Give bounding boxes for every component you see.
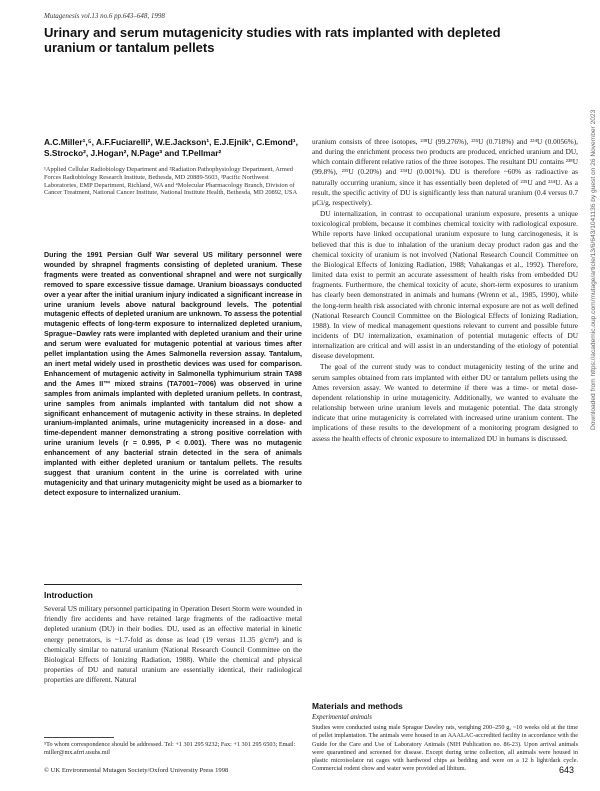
article-title: Urinary and serum mutagenicity studies with rats implanted with depleted uranium or tantalum pellets [44,25,501,55]
methods-subheading: Experimental animals [312,714,372,721]
introduction-heading: Introduction [44,590,93,600]
right-column-body [312,137,578,444]
footnote-divider [44,737,114,738]
journal-citation: Mutagenesis vol.13 no.6 pp.643–648, 1998 [44,12,165,20]
download-notice[interactable]: Downloaded from https://academic.oup.com/mutage/article/13/6/643/1041136 by guest on 26 November 2023 [590,109,597,430]
methods-text: Studies were conducted using male Sprague Dawley rats, weighing 200–250 g, ~10 weeks old at the time of pellet implantation. The animals were housed in an AAALAC-accredited facility in accordance with the Guide for the Care and Use of Laboratory Animals (NIH Publication no. 86-23). Upon arrival animals were quarantined and screened for disease. Except during urine collection, all animals were housed in plastic microisolator rat cages with hardwood chips as bedding and were on a 12 h light/dark cycle. Commercial rodent chow and water were provided ad libitum. [312,724,578,773]
copyright-line: © UK Environmental Mutagen Society/Oxford University Press 1998 [44,767,229,774]
abstract-divider [44,584,302,585]
paragraph-isotopes: uranium consists of three isotopes, ²³⁸U (99.276%), ²³⁵U (0.718%) and ²³⁴U (0.0056%), and during the enrichment process two products are produced, enriched uranium and DU, which contain different relative ratios of the three isotopes. The resultant DU contains ²³⁸U (99.8%), ²³⁵U (0.20%) and ²³⁴U (0.001%). DU is therefore ~60% as radioactive as naturally occurring uranium, since it has essentially been depleted of ²³⁵U and ²³⁴U. As a result, the specific activity of DU is significantly less than natural uranium (0.4 versus 0.7 µCi/g, respectively). [312,137,578,207]
correspondence-footnote: ⁵To whom correspondence should be addressed. Tel: +1 301 295 9232; Fax: +1 301 295 6503; Email: miller@mx.afrri.usuhs.mil [44,741,296,756]
paragraph-du-internalization: DU internalization, in contrast to occupational uranium exposure, presents a unique toxicological problem, because it combines chemical toxicity with radiological exposure. While reports have linked occupational uranium exposure to lung carcinogenesis, it is believed that this is due to inhalation of the uranium decay product radon gas and the chemical toxicity of uranium is not involved (National Research Council Committee on the Biological Effects of Ionizing Radiation, 1988; Vahakangas et al., 1992). Therefore, limited data exist to permit an accurate assessment of health risks from embedded DU fragments. Furthermore, the chemical toxicity of acute, short-term exposures to uranium has clearly been demonstrated in animals and humans (Wrenn et al., 1985, 1990), while the long-term health risk associated with chronic internal exposure are not as well defined (National Research Council Committee on the Biological Effects of Ionizing Radiation, 1988). In view of medical management questions relevant to current and possible future incidents of DU internalization, examination of potential mutagenic effects of DU internalization are critical and will assist in an understanding of the etiology of potential disease development. [312,209,578,361]
author-list: A.C.Miller¹,⁵, A.F.Fuciarelli², W.E.Jackson¹, E.J.Ejnik¹, C.Emond¹, S.Strocko², J.Hogan², N.Page³ and T.Pellmar² [44,137,298,158]
methods-heading: Materials and methods [312,701,403,711]
paragraph-study-goal: The goal of the current study was to conduct mutagenicity testing of the urine and serum samples obtained from rats implanted with either DU or tantalum pellets using the Ames reversion assay. We wanted to determine if there was a time- or metal dose-dependent relationship in urine mutagenicity. Additionally, we wanted to evaluate the relationship between urine uranium levels and mutagenic potential. The data strongly indicate that urine mutagenicity is correlated with increased urine uranium content. The implications of these results to the development of a monitoring program designed to assess the health effects of chronic exposure to internalized DU in humans is discussed. [312,362,578,443]
affiliations: ¹Applied Cellular Radiobiology Department and ²Radiation Pathophysiology Department, Armed Forces Radiobiology Research Institute, Bethesda, MD 20889-5603, ³Pacific Northwest Laboratories, EMP Department, Richland, WA and ⁴Molecular Pharmacology Branch, Division of Cancer Treatment, National Cancer Institute, National Institute Health, Bethesda, MD 20892, USA [44,166,298,197]
page-number: 643 [559,765,575,775]
abstract: During the 1991 Persian Gulf War several US military personnel were wounded by shrapnel fragments consisting of depleted uranium. These fragments were treated as conventional shrapnel and were not surgically removed to spare excessive tissue damage. Uranium bioassays conducted over a year after the initial uranium injury indicated a significant increase in urine uranium levels above natural background levels. The potential mutagenic effects of depleted uranium are unknown. To assess the potential mutagenic effects of long-term exposure to internalized depleted uranium, Sprague–Dawley rats were implanted with depleted uranium and their urine and serum were evaluated for mutagenic potential at various times after pellet implantation using the Ames Salmonella reversion assay. Tantalum, an inert metal widely used in prosthetic devices was used for comparison. Enhancement of mutagenic activity in Salmonella typhimurium strain TA98 and the Ames II™ mixed strains (TA7001–7006) was observed in urine samples from animals implanted with depleted uranium pellets. In contrast, urine samples from animals implanted with tantalum did not show a significant enhancement of mutagenic activity in these strains. In depleted uranium-implanted animals, urine mutagenicity increased in a dose- and time-dependent manner demonstrating a strong positive correlation with urine uranium levels (r = 0.995, P < 0.001). There was no mutagenic enhancement of any bacterial strain detected in the sera of animals implanted with either depleted uranium or tantalum pellets. The results suggest that uranium content in the urine is correlated with urine mutagenicity and that urinary mutagenicity might be used as a biomarker to detect exposure to internalized uranium. [44,251,302,497]
introduction-text: Several US military personnel participating in Operation Desert Storm were wounded in friendly fire accidents and have retained large fragments of the radioactive metal depleted uranium (DU) in their bodies. DU, used as an effective material in kinetic energy penetrators, is ~1.7-fold as dense as lead (19 versus 11.35 g/cm³) and is chemically similar to natural uranium (National Research Council Committee on the Biological Effects of Ionizing Radiation, 1988). While the chemical and physical properties of DU and natural uranium are essentially identical, their radiological properties are different. Natural [44,604,302,685]
